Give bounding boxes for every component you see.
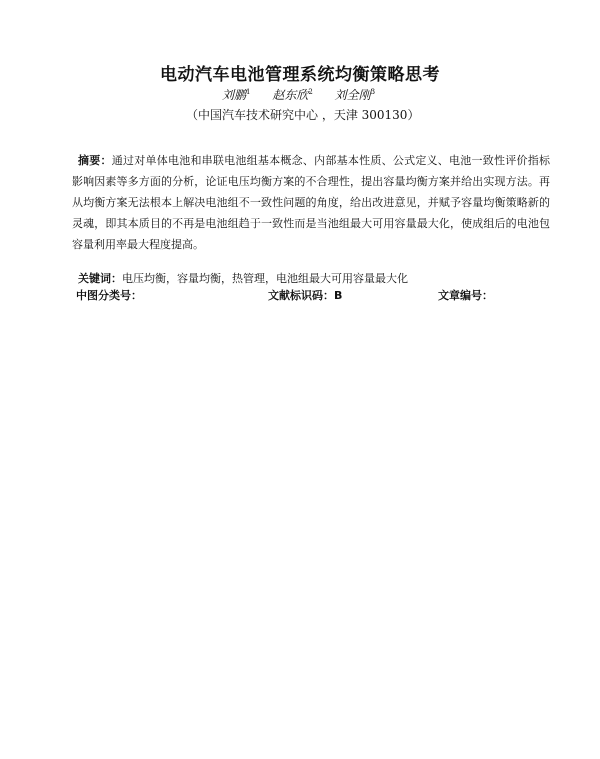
abstract [72,150,550,255]
author-2: 赵东欣$^2$ [272,88,313,102]
keywords-label: 关键词： [78,272,122,285]
clc-number [76,287,142,303]
keywords [78,270,408,286]
article-number [438,287,493,303]
abstract-text: 通过对单体电池和串联电池组基本概念、内部基本性质、公式定义、电池一致性评价指标影响因素等多方面的分析，论证电压均衡方案的不合理性，提出容量均衡方案并给出实现方法。再从均衡方案无法根本上解决电池组不一致性问题的角度，给出改进意见，并赋予容量均衡策略新的灵魂，即其本质目的不再是电池组趋于一致性而是当池组最大可用容量最大化，使成组后的电池包容量利用率最大程度提高。 [72,154,550,251]
doc-code-value: B [334,289,343,302]
author-1: 刘鹏$^1$ [222,88,251,102]
clc-label: 中图分类号： [76,289,142,302]
document-code [268,287,342,303]
author-3: 刘全刚$^3$ [334,88,376,102]
abstract-label: 摘要： [78,154,112,167]
paper-title: 电动汽车电池管理系统均衡策略思考 [160,65,440,85]
article-no-label: 文章编号： [438,289,493,302]
author-list [222,86,393,103]
affiliation: （中国汽车技术研究中心 ，天津 300130） [186,108,420,122]
doc-code-label: 文献标识码： [268,289,334,302]
keywords-text: 电压均衡，容量均衡，热管理，电池组最大可用容量最大化 [122,272,408,285]
